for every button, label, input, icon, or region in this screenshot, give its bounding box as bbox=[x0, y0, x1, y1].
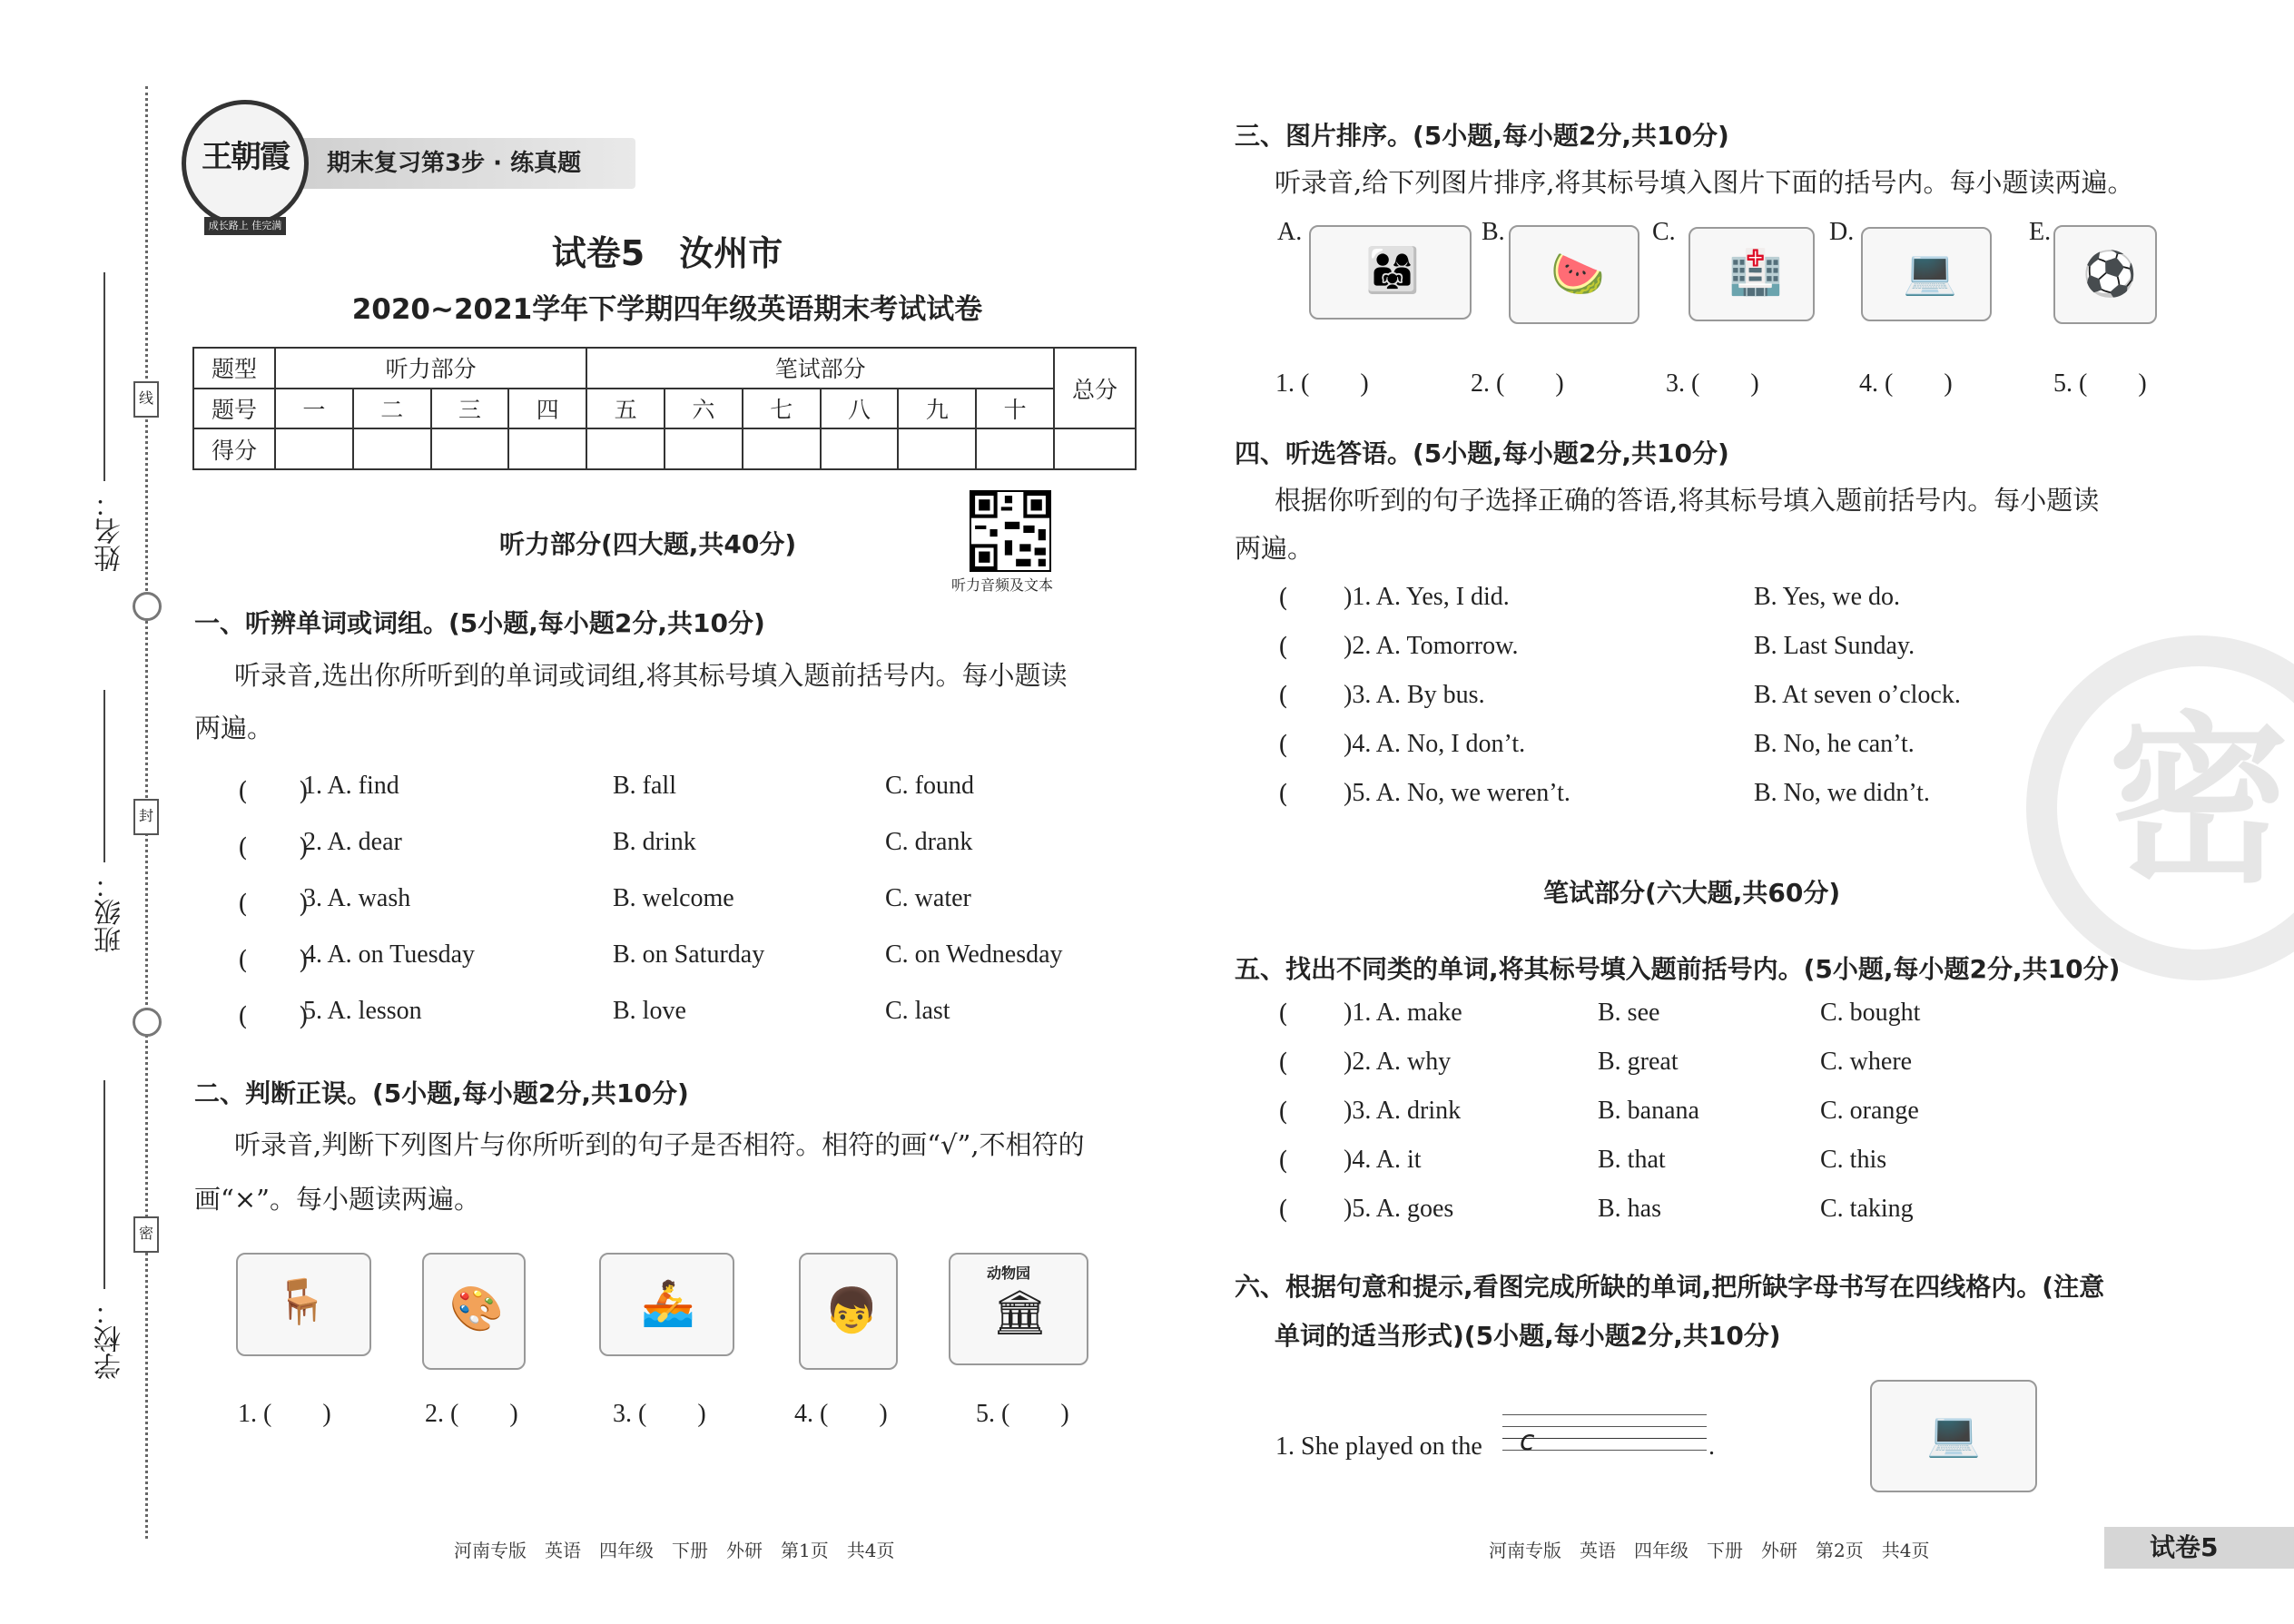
score-cell[interactable] bbox=[821, 428, 899, 469]
option-c: C. last bbox=[885, 997, 950, 1025]
score-cell[interactable] bbox=[976, 428, 1054, 469]
answer-paren[interactable]: ( ) bbox=[238, 945, 309, 975]
seal-mark-secret: 密 bbox=[133, 1216, 159, 1253]
paper-subtitle: 2020~2021学年下学期四年级英语期末考试试卷 bbox=[351, 293, 983, 326]
option-a: 1. A. find bbox=[303, 772, 399, 800]
answer-paren[interactable]: ( ) bbox=[238, 776, 309, 806]
answer-paren[interactable]: ( bbox=[1278, 999, 1288, 1029]
footer-right: 河南专版 英语 四年级 下册 外研 第2页 共4页 bbox=[1489, 1540, 1930, 1561]
binding-hole bbox=[133, 592, 162, 621]
answer-paren[interactable]: ( bbox=[1278, 1195, 1288, 1225]
answer-blank[interactable]: 2. ( ) bbox=[425, 1400, 518, 1428]
review-banner: 期末复习第3步 · 练真题 bbox=[283, 138, 635, 189]
school-label: 学校： bbox=[94, 1298, 126, 1380]
option-c: C. found bbox=[885, 772, 974, 800]
answer-blank[interactable]: 4. ( ) bbox=[1859, 369, 1953, 398]
option-c: C. water bbox=[885, 884, 971, 912]
part4-instruction-cont: 两遍。 bbox=[1235, 533, 1314, 564]
score-cell[interactable] bbox=[898, 428, 976, 469]
brand-logo-text: 王朝霞 bbox=[202, 139, 289, 175]
question-number: 十 bbox=[976, 389, 1054, 429]
name-field[interactable] bbox=[103, 272, 105, 481]
option-b: B. that bbox=[1598, 1146, 1666, 1174]
part3-heading: 三、图片排序。(5小题,每小题2分,共10分) bbox=[1235, 121, 1729, 151]
question-number: 三 bbox=[431, 389, 509, 429]
option-b: B. has bbox=[1598, 1195, 1661, 1223]
part2-instruction-cont: 画“×”。每小题读两遍。 bbox=[194, 1184, 480, 1215]
part2-instruction: 听录音,判断下列图片与你所听到的句子是否相符。相符的画“√”,不相符的 bbox=[234, 1129, 1085, 1160]
option-a: )5. A. goes bbox=[1344, 1195, 1454, 1223]
part3-instruction: 听录音,给下列图片排序,将其标号填入图片下面的括号内。每小题读两遍。 bbox=[1275, 167, 2134, 198]
qr-caption: 听力音频及文本 bbox=[951, 576, 1054, 594]
score-cell[interactable] bbox=[586, 428, 665, 469]
picture-football-boy: ⚽ bbox=[2053, 225, 2157, 324]
picture-letter: E. bbox=[2029, 218, 2052, 246]
option-c: C. where bbox=[1820, 1048, 1913, 1076]
confidential-stamp-char: 密 bbox=[2107, 696, 2289, 908]
option-c: C. orange bbox=[1820, 1097, 1919, 1125]
picture-letter: D. bbox=[1829, 218, 1855, 246]
picture-girl-drawing: 🎨 bbox=[422, 1253, 526, 1370]
row-label-number: 题号 bbox=[193, 389, 275, 429]
answer-blank[interactable]: 5. ( ) bbox=[2053, 369, 2147, 398]
score-cell[interactable] bbox=[665, 428, 743, 469]
part2-heading: 二、判断正误。(5小题,每小题2分,共10分) bbox=[194, 1078, 689, 1108]
footer-left: 河南专版 英语 四年级 下册 外研 第1页 共4页 bbox=[454, 1540, 895, 1561]
total-cell: 总分 bbox=[1054, 348, 1136, 428]
confidential-stamp bbox=[2026, 635, 2294, 980]
option-a: )3. A. By bus. bbox=[1344, 681, 1485, 709]
part4-heading: 四、听选答语。(5小题,每小题2分,共10分) bbox=[1235, 438, 1729, 468]
qr-code-icon bbox=[971, 492, 1049, 570]
option-c: C. this bbox=[1820, 1146, 1887, 1174]
option-b: B. drink bbox=[613, 828, 696, 856]
paper-title: 试卷5 汝州市 bbox=[551, 233, 783, 273]
part1-instruction: 听录音,选出你所听到的单词或词组,将其标号填入题前括号内。每小题读 bbox=[234, 660, 1068, 691]
part6-heading: 六、根据句意和提示,看图完成所缺的单词,把所缺字母书写在四线格内。(注意 bbox=[1235, 1272, 2105, 1302]
zoo-sign: 动物园 bbox=[987, 1265, 1031, 1282]
q1-end: . bbox=[1708, 1432, 1715, 1461]
option-b: B. welcome bbox=[613, 884, 734, 912]
option-b: B. Last Sunday. bbox=[1754, 632, 1915, 660]
option-b: B. No, he can’t. bbox=[1754, 730, 1915, 758]
q1-hint-letter: c bbox=[1520, 1425, 1535, 1457]
qr-code[interactable] bbox=[970, 490, 1051, 572]
picture-boat: 🚣 bbox=[599, 1253, 734, 1356]
picture-hospital: 🏥 bbox=[1689, 227, 1815, 321]
answer-paren[interactable]: ( ) bbox=[238, 832, 309, 862]
part4-instruction: 根据你听到的句子选择正确的答语,将其标号填入题前括号内。每小题读 bbox=[1275, 485, 2100, 516]
picture-computer-girl: 💻 bbox=[1861, 227, 1992, 321]
question-number: 五 bbox=[586, 389, 665, 429]
answer-paren[interactable]: ( bbox=[1278, 681, 1288, 711]
row-label-score: 得分 bbox=[193, 428, 275, 469]
picture-girl-computer: 💻 bbox=[1870, 1380, 2037, 1492]
option-a: )3. A. drink bbox=[1344, 1097, 1462, 1125]
part5-heading: 五、找出不同类的单词,将其标号填入题前括号内。(5小题,每小题2分,共10分) bbox=[1235, 954, 2121, 984]
class-label: 班级： bbox=[94, 871, 126, 953]
option-b: B. great bbox=[1598, 1048, 1679, 1076]
option-b: B. on Saturday bbox=[613, 940, 765, 969]
option-c: C. bought bbox=[1820, 999, 1921, 1027]
option-a: )4. A. No, I don’t. bbox=[1344, 730, 1526, 758]
answer-paren[interactable]: ( ) bbox=[238, 889, 309, 919]
answer-paren[interactable]: ( bbox=[1278, 583, 1288, 613]
score-table bbox=[192, 347, 1137, 470]
question-number: 二 bbox=[353, 389, 431, 429]
answer-blank[interactable]: 2. ( ) bbox=[1471, 369, 1564, 398]
answer-blank[interactable]: 3. ( ) bbox=[613, 1400, 706, 1428]
option-b: B. see bbox=[1598, 999, 1660, 1027]
score-cell[interactable] bbox=[275, 428, 353, 469]
answer-paren[interactable]: ( bbox=[1278, 1048, 1288, 1078]
answer-paren[interactable]: ( bbox=[1278, 1146, 1288, 1176]
score-cell[interactable] bbox=[353, 428, 431, 469]
part1-instruction-cont: 两遍。 bbox=[194, 713, 274, 743]
option-b: B. Yes, we do. bbox=[1754, 583, 1901, 611]
answer-paren[interactable]: ( bbox=[1278, 779, 1288, 809]
listening-section-cell: 听力部分 bbox=[275, 348, 586, 389]
option-a: 3. A. wash bbox=[303, 884, 411, 912]
picture-chair: 🪑 bbox=[236, 1253, 371, 1356]
answer-paren[interactable]: ( bbox=[1278, 1097, 1288, 1127]
option-a: 5. A. lesson bbox=[303, 997, 422, 1025]
writing-header: 笔试部分(六大题,共60分) bbox=[1543, 878, 1841, 908]
option-c: C. on Wednesday bbox=[885, 940, 1063, 969]
option-a: )2. A. why bbox=[1344, 1048, 1452, 1076]
option-a: )1. A. Yes, I did. bbox=[1344, 583, 1510, 611]
option-a: )1. A. make bbox=[1344, 999, 1462, 1027]
option-b: B. fall bbox=[613, 772, 676, 800]
picture-letter: C. bbox=[1652, 218, 1676, 246]
q1-text: 1. She played on the bbox=[1275, 1432, 1482, 1461]
seal-mark-seal: 封 bbox=[133, 799, 159, 835]
picture-letter: B. bbox=[1482, 218, 1505, 246]
paper-tab: 试卷5 bbox=[2104, 1527, 2294, 1569]
picture-zoo-gate: 动物园 🏛 bbox=[949, 1253, 1088, 1365]
option-a: 2. A. dear bbox=[303, 828, 402, 856]
answer-blank[interactable]: 4. ( ) bbox=[794, 1400, 888, 1428]
seal-mark-line: 线 bbox=[133, 381, 159, 418]
option-b: B. banana bbox=[1598, 1097, 1699, 1125]
class-field[interactable] bbox=[103, 690, 105, 862]
picture-letter: A. bbox=[1277, 218, 1303, 246]
picture-fruit-stand: 🍉 bbox=[1509, 225, 1639, 324]
part1-heading: 一、听辨单词或词组。(5小题,每小题2分,共10分) bbox=[194, 608, 765, 638]
writing-section-cell: 笔试部分 bbox=[586, 348, 1054, 389]
brand-logo bbox=[182, 100, 309, 250]
question-number: 一 bbox=[275, 389, 353, 429]
option-b: B. love bbox=[613, 997, 686, 1025]
score-cell[interactable] bbox=[1054, 428, 1136, 469]
name-label: 姓名： bbox=[94, 490, 126, 572]
brand-logo-ribbon: 成长路上 佳完满天 bbox=[204, 217, 286, 235]
option-b: B. At seven o’clock. bbox=[1754, 681, 1961, 709]
option-b: B. No, we didn’t. bbox=[1754, 779, 1930, 807]
part6-heading-cont: 单词的适当形式)(5小题,每小题2分,共10分) bbox=[1275, 1321, 1781, 1351]
answer-paren[interactable]: ( bbox=[1278, 730, 1288, 760]
question-number: 六 bbox=[665, 389, 743, 429]
school-field[interactable] bbox=[103, 1080, 105, 1289]
listening-header: 听力部分(四大题,共40分) bbox=[499, 529, 797, 559]
answer-paren[interactable]: ( bbox=[1278, 632, 1288, 662]
score-cell[interactable] bbox=[431, 428, 509, 469]
option-c: C. drank bbox=[885, 828, 973, 856]
answer-blank[interactable]: 1. ( ) bbox=[238, 1400, 331, 1428]
question-number: 七 bbox=[743, 389, 821, 429]
question-number: 九 bbox=[898, 389, 976, 429]
score-cell[interactable] bbox=[508, 428, 586, 469]
option-a: 4. A. on Tuesday bbox=[303, 940, 476, 969]
option-a: )2. A. Tomorrow. bbox=[1344, 632, 1519, 660]
picture-boy: 👦 bbox=[799, 1253, 898, 1370]
picture-family-picnic: 👨‍👩‍👧 bbox=[1309, 225, 1472, 320]
option-c: C. taking bbox=[1820, 1195, 1914, 1223]
score-cell[interactable] bbox=[743, 428, 821, 469]
option-a: )4. A. it bbox=[1344, 1146, 1422, 1174]
option-a: )5. A. No, we weren’t. bbox=[1344, 779, 1570, 807]
answer-blank[interactable]: 3. ( ) bbox=[1666, 369, 1759, 398]
question-number: 四 bbox=[508, 389, 586, 429]
question-number: 八 bbox=[821, 389, 899, 429]
row-label-type: 题型 bbox=[193, 348, 275, 389]
answer-blank[interactable]: 1. ( ) bbox=[1275, 369, 1369, 398]
answer-paren[interactable]: ( ) bbox=[238, 1001, 309, 1031]
binding-hole bbox=[133, 1008, 162, 1037]
answer-blank[interactable]: 5. ( ) bbox=[976, 1400, 1069, 1428]
